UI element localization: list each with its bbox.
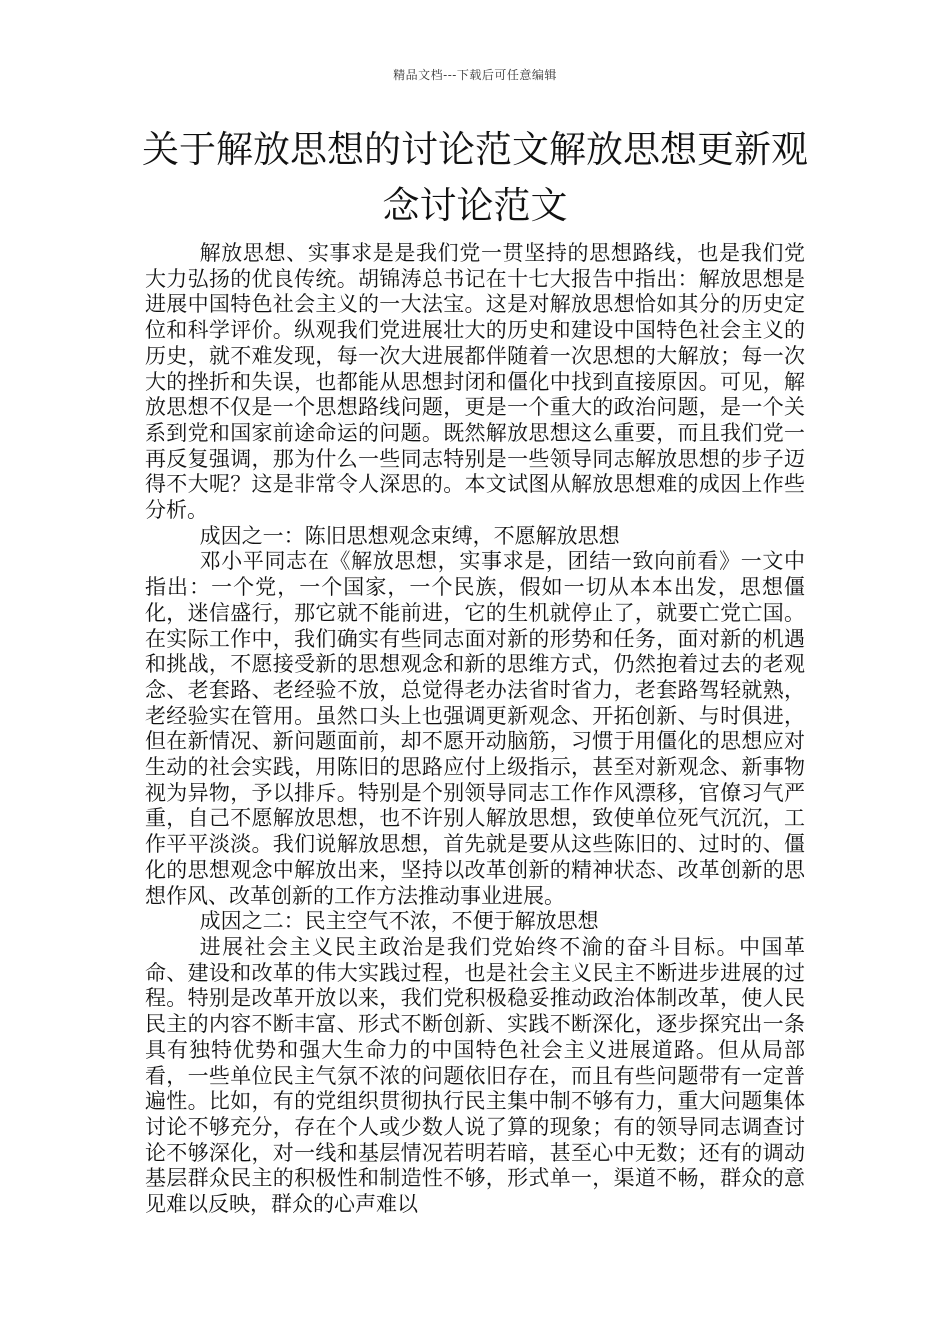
paragraph-intro: 解放思想、实事求是是我们党一贯坚持的思想路线，也是我们党大力弘扬的优良传统。胡锦涛总书记在十七大报告中指出：解放思想是进展中国特色社会主义的一大法宝。这是对解放思想恰如其分的历史定位和科学评价。纵观我们党进展壮大的历史和建设中国特色社会主义的历史，就不难发现，每一次大进展都伴随着一次思想的大解放；每一次大的挫折和失误，也都能从思想封闭和僵化中找到直接原因。可见，解放思想不仅是一个思想路线问题，更是一个重大的政治问题，是一个关系到党和国家前途命运的问题。既然解放思想这么重要，而且我们党一再反复强调，那为什么一些同志特别是一些领导同志解放思想的步子迈得不大呢？这是非常令人深思的。本文试图从解放思想难的成因上作些分析。 (145, 241, 805, 523)
section-heading-cause-2: 成因之二：民主空气不浓，不便于解放思想 (199, 909, 599, 934)
paragraph-cause-2: 进展社会主义民主政治是我们党始终不渝的奋斗目标。中国革命、建设和改革的伟大实践过程，也是社会主义民主不断进步进展的过程。特别是改革开放以来，我们党积极稳妥推动政治体制改革，使人民民主的内容不断丰富、形式不断创新、实践不断深化，逐步探究出一条具有独特优势和强大生命力的中国特色社会主义进展道路。但从局部看，一些单位民主气氛不浓的问题依旧存在，而且有些问题带有一定普遍性。比如，有的党组织贯彻执行民主集中制不够有力，重大问题集体讨论不够充分，存在个人或少数人说了算的现象；有的领导同志调查讨论不够深化，对一线和基层情况若明若暗，甚至心中无数；还有的调动基层群众民主的积极性和制造性不够，形式单一，渠道不畅，群众的意见难以反映，群众的心声难以 (145, 934, 805, 1217)
document-body (145, 241, 805, 1218)
section-heading-cause-1: 成因之一：陈旧思想观念束缚，不愿解放思想 (199, 523, 620, 548)
header-note: 精品文档---下载后可任意编辑 (393, 68, 557, 82)
paragraph-cause-1: 邓小平同志在《解放思想，实事求是，团结一致向前看》一文中指出：一个党，一个国家，一个民族，假如一切从本本出发，思想僵化，迷信盛行，那它就不能前进，它的生机就停止了，就要亡党亡国。在实际工作中，我们确实有些同志面对新的形势和任务，面对新的机遇和挑战，不愿接受新的思想观念和新的思维方式，仍然抱着过去的老观念、老套路、老经验不放，总觉得老办法省时省力，老套路驾轻就熟，老经验实在管用。虽然口头上也强调更新观念、开拓创新、与时俱进，但在新情况、新问题面前，却不愿开动脑筋，习惯于用僵化的思想应对生动的社会实践，用陈旧的思路应付上级指示，甚至对新观念、新事物视为异物，予以排斥。特别是个别领导同志工作作风漂移，官僚习气严重，自己不愿解放思想，也不许别人解放思想，致使单位死气沉沉，工作平平淡淡。我们说解放思想，首先就是要从这些陈旧的、过时的、僵化的思想观念中解放出来，坚持以改革创新的精神状态、改革创新的思想作风、改革创新的工作方法推动事业进展。 (145, 549, 805, 908)
document-title: 关于解放思想的讨论范文解放思想更新观念讨论范文 (142, 128, 808, 227)
